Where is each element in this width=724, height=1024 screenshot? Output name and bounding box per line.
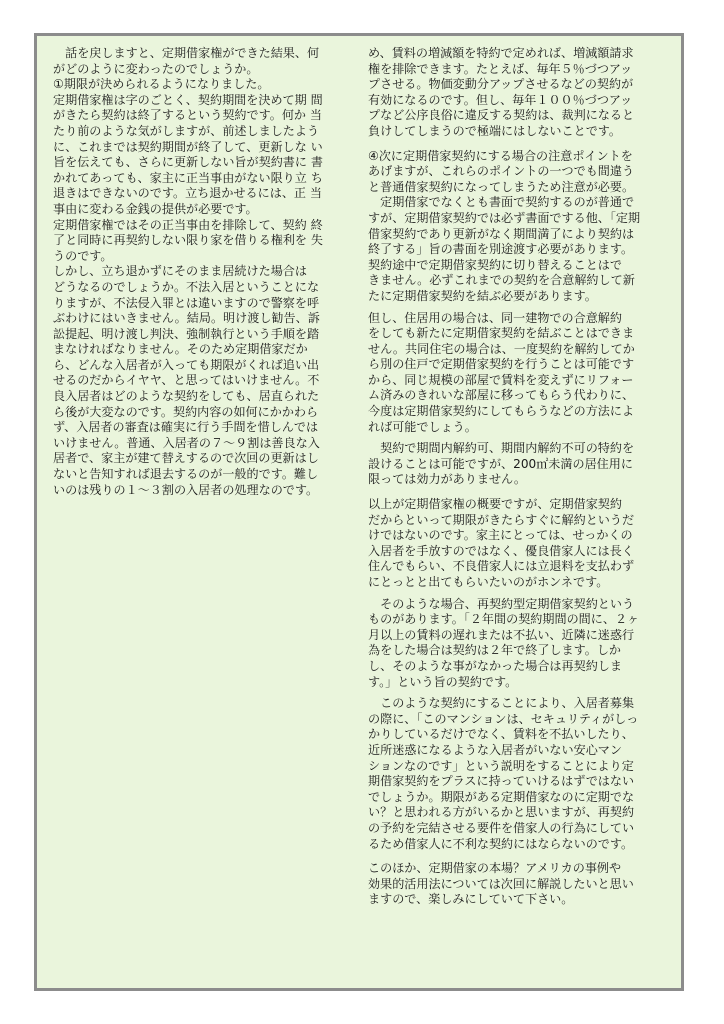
paragraph [53,46,357,77]
text-line: 借家契約であり更新がなく期間満了により契約は [368,226,635,241]
text-line: 近所迷惑になるような入居者がいない安心マン [368,742,622,757]
paragraph [368,861,672,908]
text-line: せるのだからイヤヤ、と思ってはいけません。不 [53,373,320,388]
text-line: 事由に変わる金銭の提供が必要です。 [53,201,258,216]
text-line: たに定期借家契約を結ぶ必要があります。 [368,288,597,303]
text-line: すが、定期借家契約では必ず書面でする他、「定期 [368,210,641,225]
text-line: るため借家人に不利な契約にはならないのです。 [368,836,634,851]
text-line: うのです。 [53,248,113,263]
text-line: いけません。普通、入居者の７～９割は善良な入 [53,435,320,450]
text-line: しかし、立ち退かずにそのまま居続けた場合は [53,264,307,279]
text-line: このほか、定期借家の本場？アメリカの事例や [368,861,622,876]
text-line: 退きはできないのです。立ち退かせるには、正 当 [53,186,322,201]
paragraph [53,218,357,265]
text-line: 話を戻しますと、定期借家権ができた結果、何 [53,46,320,60]
text-line: 月以上の賃料の遅れまたは不払い、近隣に迷惑行 [368,627,635,642]
text-line: 為をした場合は契約は２年で終了します。しか [368,643,622,658]
article-panel [34,33,684,991]
paragraph [368,441,672,488]
paragraph [53,77,357,93]
text-line: 定期借家権ではその正当事由を排除して、契約 終 [53,217,323,232]
text-line: どうなるのでしょうか。不法入居ということにな [53,279,320,294]
text-line: 今度は定期借家契約にしてもらうなどの方法によ [368,404,635,419]
text-line: がどのように変わったのでしょうか。 [53,61,259,76]
paragraph [368,497,672,591]
text-line: 入居者を手放すのではなく、優良借家人には長く [368,543,634,558]
text-line: せん。共同住宅の場合は、一度契約を解約してか [368,341,635,356]
text-line: の予約を完結させる要件を借家人の行為にしてい [368,820,635,835]
text-line: ないと告知すれば退去するのが一般的です。難し [53,467,319,482]
text-line: かれてあっても、家主に正当事由がない限り立 ち [53,170,323,185]
paragraph-gap [368,852,672,861]
text-line: 契約で期間内解約可、期間内解約不可の特約を [368,441,635,456]
text-line: から、同じ規模の部屋で賃料を変えずにリフォー [368,372,634,387]
text-line: 期借家契約をプラスに持っていけるはずではない [368,774,635,789]
left-column [53,46,357,498]
paragraph [53,93,357,218]
text-line: 但し、住居用の場合は、同一建物での合意解約 [368,310,622,325]
text-line: だからといって期限がきたらすぐに解約というだ [368,512,635,527]
text-line: ④次に定期借家契約にする場合の注意ポイントを [368,148,633,163]
text-line: 限っては効力がありません。 [368,472,526,487]
text-line: そのような場合、再契約型定期借家契約という [368,596,635,611]
text-line: このような契約にすることにより、入居者募集 [368,696,635,711]
text-line: プなど公序良俗に違反する契約は、裁判になると [368,108,635,123]
text-line: 居者で、家主が建て替えするので次回の更新はし [53,451,319,466]
text-line: ム済みのきれいな部屋に移ってもらう代わりに、 [368,388,635,403]
text-line: 住んでもらい、不良借家人には立退料を支払わず [368,559,635,574]
paragraph-gap [368,488,672,497]
text-line: め、賃料の増減額を特約で定めれば、増減額請求 [368,46,634,60]
text-line: と普通借家契約になってしまうため注意が必要。 [368,179,635,194]
text-line: 訟提起、明け渡し判決、強制執行という手順を踏 [53,326,320,341]
text-line: ションなのです」という説明をすることにより定 [368,758,634,773]
paragraph [368,195,672,304]
text-line: がきたら契約は終了するという契約です。何か 当 [53,108,322,123]
text-line: けではないのです。家主にとっては、せっかくの [368,528,633,543]
text-line: ず、入居者の審査は確実に行う手間を惜しんでは [53,420,319,435]
paragraph [368,597,672,691]
text-line: 有効になるのです。但し、毎年１００％づつアッ [368,92,633,107]
paragraph [368,696,672,852]
text-line: いのは残りの１～３割の入居者の処理なのです。 [53,482,319,497]
text-line: ら別の住戸で定期借家契約を行うことは可能です [368,357,635,372]
text-line: ①期限が決められるようになりました。 [53,77,270,92]
paragraph [53,264,357,498]
text-line: 負けしてしまうので極端にはしないことです。 [368,123,622,138]
text-line: 契約途中で定期借家契約に切り替えることはで [368,257,622,272]
text-line: 効果的活用法については次回に解説したいと思い [368,876,634,891]
paragraph [368,149,672,196]
text-line: 定期借家権は字のごとく、契約期間を決めて期 間 [53,92,323,107]
text-line: たり前のような気がしますが、前述しましたよう [53,123,320,138]
text-line: ら後が大変なのです。契約内容の如何にかかわら [53,404,319,419]
text-line: 設けることは可能ですが、200㎡未満の居住用に [368,456,633,471]
text-line: に、これまでは契約期間が終了して、更新しな い [53,139,323,154]
text-line: 以上が定期借家権の概要ですが、定期借家契約 [368,497,622,512]
text-line: の際に、「このマンションは、セキュリティがしっ [368,711,639,726]
text-line: プさせる。物価変動分アップさせるなどの契約が [368,77,634,92]
text-line: 終了する」旨の書面を別途渡す必要があります。 [368,242,634,257]
text-line: ますので、楽しみにしていて下さい。 [368,892,574,907]
paragraph [368,311,672,436]
text-line: れば可能でしょう。 [368,419,477,434]
text-line: まなければなりません。そのため定期借家だか [53,342,308,357]
text-line: あげますが、これらのポイントの一つでも間違う [368,164,635,179]
right-column [368,46,672,908]
text-line: でしょうか。期限がある定期借家なのに定期でな [368,789,635,804]
text-line: 権を排除できます。たとえば、毎年５％づつアッ [368,61,633,76]
text-line: かりしているだけでなく、賃料を不払いしたり、 [368,727,634,742]
text-line: きません。必ずこれまでの契約を合意解約して新 [368,273,635,288]
text-line: をしても新たに定期借家契約を結ぶことはできま [368,326,635,341]
text-line: い？と思われる方がいるかと思いますが、再契約 [368,805,635,820]
text-line: ぶわけにはいきません。結局。明け渡し勧告、訴 [53,311,320,326]
text-line: にとっとと出てもらいたいのがホンネです。 [368,575,609,589]
paragraph [368,46,672,140]
text-line: 旨を伝えても、さらに更新しない旨が契約書に 書 [53,155,323,170]
text-line: 良入居者はどのような契約をしても、居直られた [53,389,320,404]
text-line: りますが、不法侵入罪とは違いますので警察を呼 [53,295,320,310]
paragraph-gap [368,140,672,149]
text-line: す。」という旨の契約です。 [368,674,518,689]
text-line: 定期借家でなくとも書面で契約するのが普通で [368,195,635,210]
text-line: ものがあります。「２年間の契約期間の間に、２ヶ [368,612,640,627]
text-line: ら、どんな入居者が入っても期限がくれば追い出 [53,357,320,372]
text-line: 了と同時に再契約しない限り家を借りる権利を 失 [53,233,323,248]
text-line: し、そのような事がなかった場合は再契約しま [368,658,622,673]
